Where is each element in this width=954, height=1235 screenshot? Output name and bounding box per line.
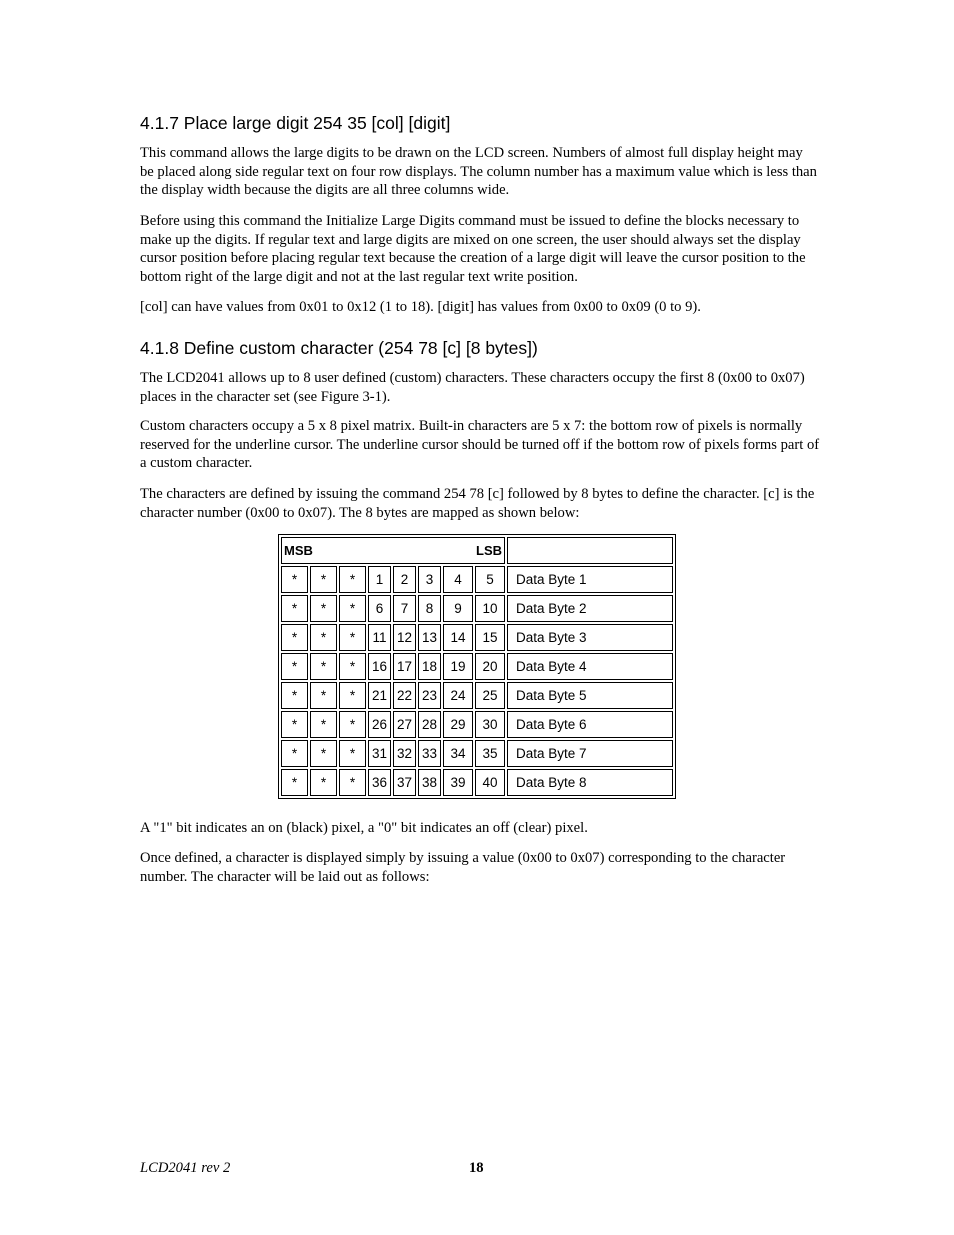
data-byte-label: Data Byte 7 [507, 740, 673, 767]
bit-cell: 12 [393, 624, 416, 651]
bit-cell: 8 [418, 595, 441, 622]
bit-cell: * [281, 682, 308, 709]
bit-cell: * [281, 711, 308, 738]
table-row [281, 740, 673, 767]
bit-cell: 38 [418, 769, 441, 796]
data-byte-label: Data Byte 8 [507, 769, 673, 796]
section-heading-4-1-7: 4.1.7 Place large digit 254 35 [col] [digit] [140, 113, 451, 133]
bit-cell: 34 [443, 740, 473, 767]
paragraph: A "1" bit indicates an on (black) pixel, a "0" bit indicates an off (clear) pixel. [140, 820, 588, 836]
bit-cell: * [339, 566, 366, 593]
bit-cell: 37 [393, 769, 416, 796]
data-byte-label: Data Byte 2 [507, 595, 673, 622]
bit-cell: * [281, 624, 308, 651]
bit-cell: * [339, 711, 366, 738]
byte-mapping-table [278, 534, 676, 799]
bit-cell: * [310, 769, 337, 796]
bit-cell: * [310, 653, 337, 680]
bit-cell: 22 [393, 682, 416, 709]
bit-cell: 21 [368, 682, 391, 709]
bit-cell: 16 [368, 653, 391, 680]
bit-cell: 29 [443, 711, 473, 738]
bit-cell: 27 [393, 711, 416, 738]
paragraph: Before using this command the Initialize Large Digits command must be issued to define the blocks necessary to make up the digits. If regular text and large digits are mixed on one screen, the user should always set the display cursor position before placing regular text because the creation of a large digit will leave the cursor position to the bottom right of the large digit and not at the last regular text write position. [140, 213, 806, 285]
bit-cell: 39 [443, 769, 473, 796]
bit-cell: 35 [475, 740, 505, 767]
bit-cell: * [339, 653, 366, 680]
bit-cell: * [281, 740, 308, 767]
bit-cell: 10 [475, 595, 505, 622]
table-row [281, 566, 673, 593]
bit-cell: 32 [393, 740, 416, 767]
bit-cell: 6 [368, 595, 391, 622]
data-byte-label: Data Byte 4 [507, 653, 673, 680]
bit-cell: 28 [418, 711, 441, 738]
bit-cell: * [310, 566, 337, 593]
bit-cell: * [310, 624, 337, 651]
data-byte-label: Data Byte 6 [507, 711, 673, 738]
bit-cell: * [339, 740, 366, 767]
bit-cell: 4 [443, 566, 473, 593]
section-heading-4-1-8: 4.1.8 Define custom character (254 78 [c] [8 bytes]) [140, 338, 538, 358]
table-row [281, 769, 673, 796]
bit-cell: 11 [368, 624, 391, 651]
bit-cell: 31 [368, 740, 391, 767]
paragraph: The LCD2041 allows up to 8 user defined (custom) characters. These characters occupy the first 8 (0x00 to 0x07) places in the character set (see Figure 3-1). [140, 370, 805, 405]
footer-document-name: LCD2041 rev 2 [140, 1160, 231, 1176]
bit-cell: 5 [475, 566, 505, 593]
bit-cell: * [339, 682, 366, 709]
bit-cell: 20 [475, 653, 505, 680]
bit-cell: * [339, 769, 366, 796]
table-row [281, 653, 673, 680]
bit-cell: * [310, 711, 337, 738]
bit-cell: 9 [443, 595, 473, 622]
msb-label: MSB [284, 543, 313, 558]
bit-cell: * [310, 595, 337, 622]
bit-cell: 14 [443, 624, 473, 651]
data-byte-label: Data Byte 1 [507, 566, 673, 593]
bit-cell: * [339, 624, 366, 651]
table-row [281, 595, 673, 622]
bit-cell: * [281, 595, 308, 622]
paragraph: [col] can have values from 0x01 to 0x12 (1 to 18). [digit] has values from 0x00 to 0x09 (0 to 9). [140, 299, 701, 315]
table-row [281, 624, 673, 651]
bit-cell: 7 [393, 595, 416, 622]
bit-order-header [281, 537, 505, 564]
bit-cell: 25 [475, 682, 505, 709]
bit-cell: 1 [368, 566, 391, 593]
bit-cell: 40 [475, 769, 505, 796]
bit-cell: 15 [475, 624, 505, 651]
page-number: 18 [469, 1160, 484, 1176]
bit-cell: * [339, 595, 366, 622]
bit-cell: 19 [443, 653, 473, 680]
paragraph: The characters are defined by issuing the command 254 78 [c] followed by 8 bytes to define the character. [c] is the character number (0x00 to 0x07). The 8 bytes are mapped as shown below: [140, 486, 815, 521]
bit-cell: * [281, 566, 308, 593]
bit-cell: 33 [418, 740, 441, 767]
bit-cell: 30 [475, 711, 505, 738]
bit-cell: * [310, 682, 337, 709]
bit-cell: * [310, 740, 337, 767]
bit-cell: 18 [418, 653, 441, 680]
data-byte-label: Data Byte 3 [507, 624, 673, 651]
bit-cell: 23 [418, 682, 441, 709]
bit-cell: 13 [418, 624, 441, 651]
table-header-row [281, 537, 673, 564]
paragraph: Once defined, a character is displayed simply by issuing a value (0x00 to 0x07) corresponding to the character number. The character will be laid out as follows: [140, 850, 786, 885]
lsb-label: LSB [476, 543, 503, 558]
bit-cell: 36 [368, 769, 391, 796]
bit-cell: 26 [368, 711, 391, 738]
bit-cell: * [281, 653, 308, 680]
paragraph: This command allows the large digits to be drawn on the LCD screen. Numbers of almost full display height may be placed along side regular text on four row displays. The column number has a maximum value which is less than the display width because the digits are all three columns wide. [140, 145, 817, 198]
bit-cell: 3 [418, 566, 441, 593]
bit-cell: * [281, 769, 308, 796]
table-row [281, 682, 673, 709]
paragraph: Custom characters occupy a 5 x 8 pixel matrix. Built-in characters are 5 x 7: the bottom row of pixels is normally reserved for the underline cursor. The underline cursor should be turned off if the bottom row of pixels forms part of a custom character. [140, 418, 820, 471]
table-row [281, 711, 673, 738]
bit-cell: 2 [393, 566, 416, 593]
data-byte-label: Data Byte 5 [507, 682, 673, 709]
bit-cell: 17 [393, 653, 416, 680]
header-blank-cell [507, 537, 673, 564]
bit-cell: 24 [443, 682, 473, 709]
